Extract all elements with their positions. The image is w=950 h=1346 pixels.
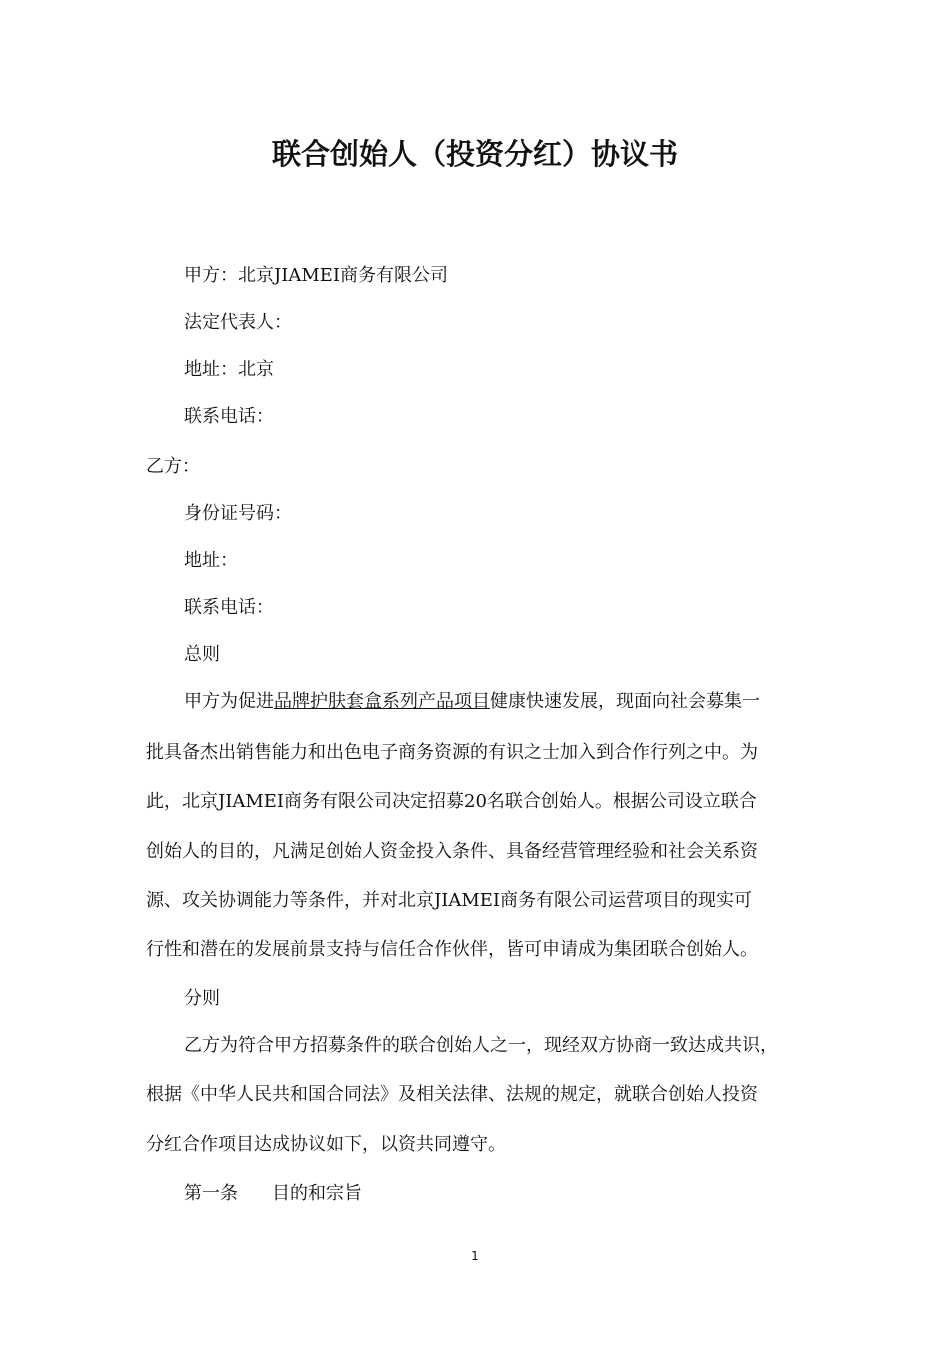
general-paragraph-line-1 — [184, 690, 806, 714]
party-b-id-number: 身份证号码： — [184, 503, 292, 524]
party-b-phone: 联系电话： — [184, 597, 274, 618]
document-title: 联合创始人（投资分红）协议书 — [271, 137, 678, 171]
general-paragraph-line-3: 此，北京JIAMEI商务有限公司决定招募20名联合创始人。根据公司设立联合 — [146, 791, 757, 812]
general-line1-suffix: 健康快速发展，现面向社会募集一 — [490, 691, 760, 712]
general-paragraph-line-5: 源、攻关协调能力等条件，并对北京JIAMEI商务有限公司运营项目的现实可 — [146, 890, 753, 911]
page-number: 1 — [471, 1249, 479, 1263]
specific-heading: 分则 — [184, 988, 220, 1009]
party-b-label: 乙方： — [146, 456, 200, 477]
party-a-address: 地址：北京 — [184, 359, 274, 380]
specific-paragraph-line-1: 乙方为符合甲方招募条件的联合创始人之一，现经双方协商一致达成共识， — [184, 1035, 778, 1056]
party-a-name: 甲方：北京JIAMEI商务有限公司 — [184, 265, 449, 286]
article-1-label: 第一条 — [184, 1183, 238, 1204]
general-paragraph-line-6: 行性和潜在的发展前景支持与信任合作伙伴，皆可申请成为集团联合创始人。 — [146, 939, 758, 960]
party-a-legal-rep: 法定代表人： — [184, 312, 292, 333]
party-b-address: 地址： — [184, 550, 238, 571]
general-paragraph-line-4: 创始人的目的，凡满足创始人资金投入条件、具备经营管理经验和社会关系资 — [146, 841, 758, 862]
general-paragraph-line-2: 批具备杰出销售能力和出色电子商务资源的有识之士加入到合作行列之中。为 — [146, 742, 758, 763]
article-1-heading — [184, 1182, 362, 1206]
general-line1-prefix: 甲方为促进 — [184, 691, 274, 712]
specific-paragraph-line-3: 分红合作项目达成协议如下，以资共同遵守。 — [146, 1134, 506, 1155]
party-a-phone: 联系电话： — [184, 406, 274, 427]
project-name-underlined: 品牌护肤套盒系列产品项目 — [274, 691, 490, 712]
general-heading: 总则 — [184, 644, 220, 665]
specific-paragraph-line-2: 根据《中华人民共和国合同法》及相关法律、法规的规定，就联合创始人投资 — [146, 1084, 758, 1105]
article-1-title: 目的和宗旨 — [272, 1183, 362, 1204]
